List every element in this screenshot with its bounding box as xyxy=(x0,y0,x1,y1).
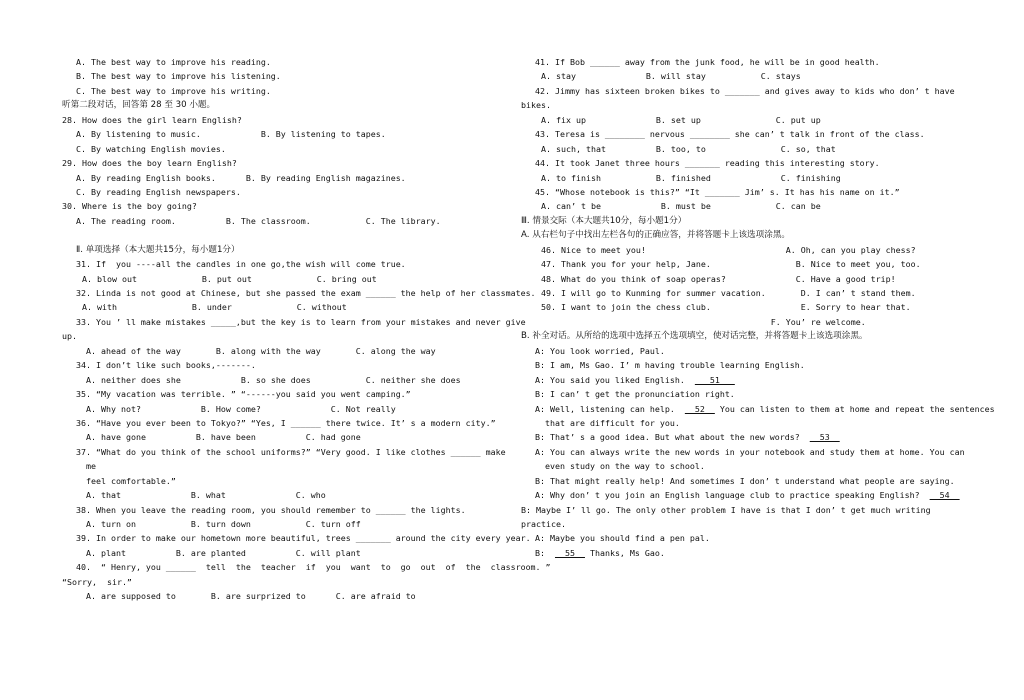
text-line xyxy=(62,98,517,112)
line-text: 39. In order to make our hometown more beautiful, trees _______ around the city every year. xyxy=(76,533,531,544)
answer-blank: 54 xyxy=(929,490,960,501)
line-text: A. By reading English books. B. By reading English magazines. xyxy=(76,172,406,183)
text-line xyxy=(62,575,517,589)
line-text: 36. “Have you ever been to Tokyo?” “Yes, I ______ there twice. It’ s a modern city.” xyxy=(76,417,496,428)
line-text: B: That might really help! And sometimes I don’ t understand what people are saying. xyxy=(535,475,955,486)
text-line xyxy=(521,300,966,314)
line-text: B: I am, Ms Gao. I’ m having trouble learning English. xyxy=(535,360,805,371)
text-line xyxy=(521,156,966,170)
line-text: A: Why don’ t you join an English language club to practice speaking English? xyxy=(535,490,930,501)
line-text: 40. “ Henry, you ______ tell the teacher if you want to go out of the classroom. ” xyxy=(76,562,551,573)
line-text: A. that B. what C. who xyxy=(86,490,326,501)
text-line xyxy=(521,459,966,473)
line-text: A. can’ t be B. must be C. can be xyxy=(541,201,821,212)
line-text: A. neither does she B. so she does C. neither she does xyxy=(86,374,461,385)
line-text-after: Thanks, Ms Gao. xyxy=(584,547,665,558)
answer-blank: 53 xyxy=(809,432,840,443)
line-text: even study on the way to school. xyxy=(545,461,705,472)
answer-blank: 55 xyxy=(554,547,585,558)
text-line xyxy=(62,257,517,271)
line-text: B. The best way to improve his listening. xyxy=(76,71,281,82)
line-text: 38. When you leave the reading room, you should remember to ______ the lights. xyxy=(76,504,466,515)
text-line xyxy=(62,55,517,69)
line-text: A. stay B. will stay C. stays xyxy=(541,71,801,82)
text-line xyxy=(521,344,966,358)
line-text: B: I can’ t get the pronunciation right. xyxy=(535,389,735,400)
line-text: “Sorry, sir.” xyxy=(62,576,132,587)
line-text: A. turn on B. turn down C. turn off xyxy=(86,519,361,529)
line-text: C. By reading English newspapers. xyxy=(76,186,241,197)
text-line xyxy=(521,171,966,185)
text-line xyxy=(62,199,517,213)
line-text: 32. Linda is not good at Chinese, but she passed the exam ______ the help of her classmates. xyxy=(76,288,536,298)
line-text: 30. Where is the boy going? xyxy=(62,201,197,212)
line-text: 44. It took Janet three hours _______ reading this interesting story. xyxy=(535,158,880,169)
text-line xyxy=(521,113,966,127)
line-text: A. 从右栏句子中找出左栏各句的正确应答，并将答题卡上该选项涂黑。 xyxy=(521,230,791,241)
line-text: B. 补全对话。从所给的选项中选择五个选项填空，使对话完整，并将答题卡上该选项涂黑。 xyxy=(521,331,868,342)
text-line xyxy=(521,315,966,329)
text-line xyxy=(521,286,966,300)
line-text: A. fix up B. set up C. put up xyxy=(541,114,821,125)
line-text: 50. I want to join the chess club. E. Sorry to hear that. xyxy=(541,302,911,313)
text-line xyxy=(62,113,517,127)
text-line xyxy=(62,142,517,156)
text-line xyxy=(521,185,966,199)
text-line xyxy=(521,55,966,69)
text-line xyxy=(62,459,517,473)
text-line xyxy=(521,546,966,560)
line-text: that are difficult for you. xyxy=(545,417,680,428)
line-text: A. The best way to improve his reading. xyxy=(76,57,271,67)
text-line xyxy=(521,430,966,444)
text-line xyxy=(62,474,517,488)
text-line xyxy=(521,127,966,141)
line-text: A. plant B. are planted C. will plant xyxy=(86,547,361,558)
text-line xyxy=(521,517,966,531)
text-line xyxy=(62,560,551,574)
line-text: A. have gone B. have been C. had gone xyxy=(86,432,361,443)
line-text: Ⅱ. 单项选择（本大题共15分，每小题1分） xyxy=(76,244,240,255)
text-line xyxy=(521,329,966,343)
text-line xyxy=(521,142,966,156)
text-line xyxy=(62,546,517,560)
text-line xyxy=(521,257,966,271)
line-text: A. The reading room. B. The classroom. C. The library. xyxy=(76,215,441,226)
text-line xyxy=(62,156,517,170)
line-text: me xyxy=(86,461,96,472)
line-text: practice. xyxy=(521,519,566,529)
line-text: 听第二段对话，回答第 28 至 30 小题。 xyxy=(62,100,216,111)
text-line xyxy=(62,503,517,517)
text-line xyxy=(62,272,517,286)
line-text: 46. Nice to meet you! A. Oh, can you play chess? xyxy=(541,244,916,255)
text-line xyxy=(521,474,966,488)
text-line xyxy=(521,445,966,459)
line-text: Ⅲ. 情景交际（本大题共10分，每小题1分） xyxy=(521,215,687,226)
text-line xyxy=(62,373,517,387)
text-line xyxy=(521,69,966,83)
text-line xyxy=(62,171,517,185)
line-text: B: Maybe I’ ll go. The only other problem I have is that I don’ t get much writing xyxy=(521,504,931,515)
text-line xyxy=(62,84,517,98)
text-line xyxy=(62,127,517,141)
line-text: 43. Teresa is ________ nervous ________ she can’ t talk in front of the class. xyxy=(535,129,925,140)
text-line xyxy=(62,488,517,502)
text-line xyxy=(62,228,517,242)
text-line xyxy=(62,517,517,531)
answer-blank: 52 xyxy=(684,403,715,414)
text-line xyxy=(521,84,966,98)
line-text: 47. Thank you for your help, Jane. B. Nice to meet you, too. xyxy=(541,259,921,270)
text-line xyxy=(521,214,966,228)
text-line xyxy=(521,387,966,401)
line-text: A. with B. under C. without xyxy=(82,302,347,313)
text-line xyxy=(521,416,966,430)
line-text: 41. If Bob ______ away from the junk food, he will be in good health. xyxy=(535,57,880,67)
line-text: A. By listening to music. B. By listening to tapes. xyxy=(76,129,386,140)
line-text: A. such, that B. too, to C. so, that xyxy=(541,143,836,154)
text-line xyxy=(62,300,517,314)
text-line xyxy=(62,286,536,300)
text-line xyxy=(521,503,966,517)
text-line xyxy=(62,214,517,228)
line-text: 49. I will go to Kunming for summer vacation. D. I can’ t stand them. xyxy=(541,288,916,298)
text-line xyxy=(62,416,517,430)
text-line xyxy=(62,69,517,83)
line-text: bikes. xyxy=(521,100,551,111)
line-text: A. ahead of the way B. along with the way C. along the way xyxy=(86,345,436,356)
line-text: C. By watching English movies. xyxy=(76,143,226,154)
line-text: A. are supposed to B. are surprized to C. are afraid to xyxy=(86,591,416,602)
text-line xyxy=(521,98,966,112)
line-text: A: You can always write the new words in your notebook and study them at home. You can xyxy=(535,446,965,457)
line-text: F. You’ re welcome. xyxy=(541,316,866,327)
text-line xyxy=(521,243,966,257)
text-line xyxy=(62,358,517,372)
line-text: A: Maybe you should find a pen pal. xyxy=(535,533,710,544)
line-text: up. xyxy=(62,331,77,342)
line-text: A: You said you liked English. xyxy=(535,374,695,385)
line-text: 33. You ’ ll make mistakes _____,but the key is to learn from your mistakes and never give xyxy=(76,316,526,327)
line-text: C. The best way to improve his writing. xyxy=(76,85,271,96)
text-line xyxy=(62,344,517,358)
text-line xyxy=(521,531,966,545)
line-text: B: xyxy=(535,547,555,558)
line-text: 48. What do you think of soap operas? C. Have a good trip! xyxy=(541,273,896,284)
text-line xyxy=(521,402,995,416)
line-text: 37. “What do you think of the school uniforms?” “Very good. I like clothes ______ make xyxy=(76,446,506,457)
line-text: 35. “My vacation was terrible. ” “------you said you went camping.” xyxy=(76,389,411,400)
text-line xyxy=(62,329,517,343)
text-line xyxy=(62,531,531,545)
line-text: 45. “Whose notebook is this?” “It _______ Jim’ s. It has his name on it.” xyxy=(535,186,900,197)
text-line xyxy=(521,358,966,372)
line-text: A. Why not? B. How come? C. Not really xyxy=(86,403,396,414)
text-line xyxy=(62,185,517,199)
line-text-after: You can listen to them at home and repeat the sentences xyxy=(714,403,995,414)
line-text: 28. How does the girl learn English? xyxy=(62,114,242,125)
text-line xyxy=(62,589,517,603)
line-text: A. to finish B. finished C. finishing xyxy=(541,172,841,183)
text-line xyxy=(62,445,517,459)
text-line xyxy=(521,199,966,213)
line-text: B: That’ s a good idea. But what about the new words? xyxy=(535,432,810,443)
text-line xyxy=(521,272,966,286)
text-line xyxy=(62,315,526,329)
line-text: A. blow out B. put out C. bring out xyxy=(82,273,377,284)
text-line xyxy=(62,402,517,416)
line-text: A: Well, listening can help. xyxy=(535,403,685,414)
line-text: 29. How does the boy learn English? xyxy=(62,158,237,169)
text-line xyxy=(521,488,966,502)
right-column xyxy=(521,55,995,560)
text-line xyxy=(62,243,517,257)
text-line xyxy=(62,387,517,401)
line-text: 34. I don’t like such books,-------. xyxy=(76,360,256,371)
answer-blank: 51 xyxy=(694,374,735,385)
line-text: 31. If you ----all the candles in one go,the wish will come true. xyxy=(76,259,406,270)
line-text: 42. Jimmy has sixteen broken bikes to _______ and gives away to kids who don’ t have xyxy=(535,85,955,96)
line-text: A: You look worried, Paul. xyxy=(535,345,665,356)
text-line xyxy=(521,373,966,387)
line-text: feel comfortable.” xyxy=(86,475,176,486)
text-line xyxy=(521,228,966,242)
text-line xyxy=(62,430,517,444)
